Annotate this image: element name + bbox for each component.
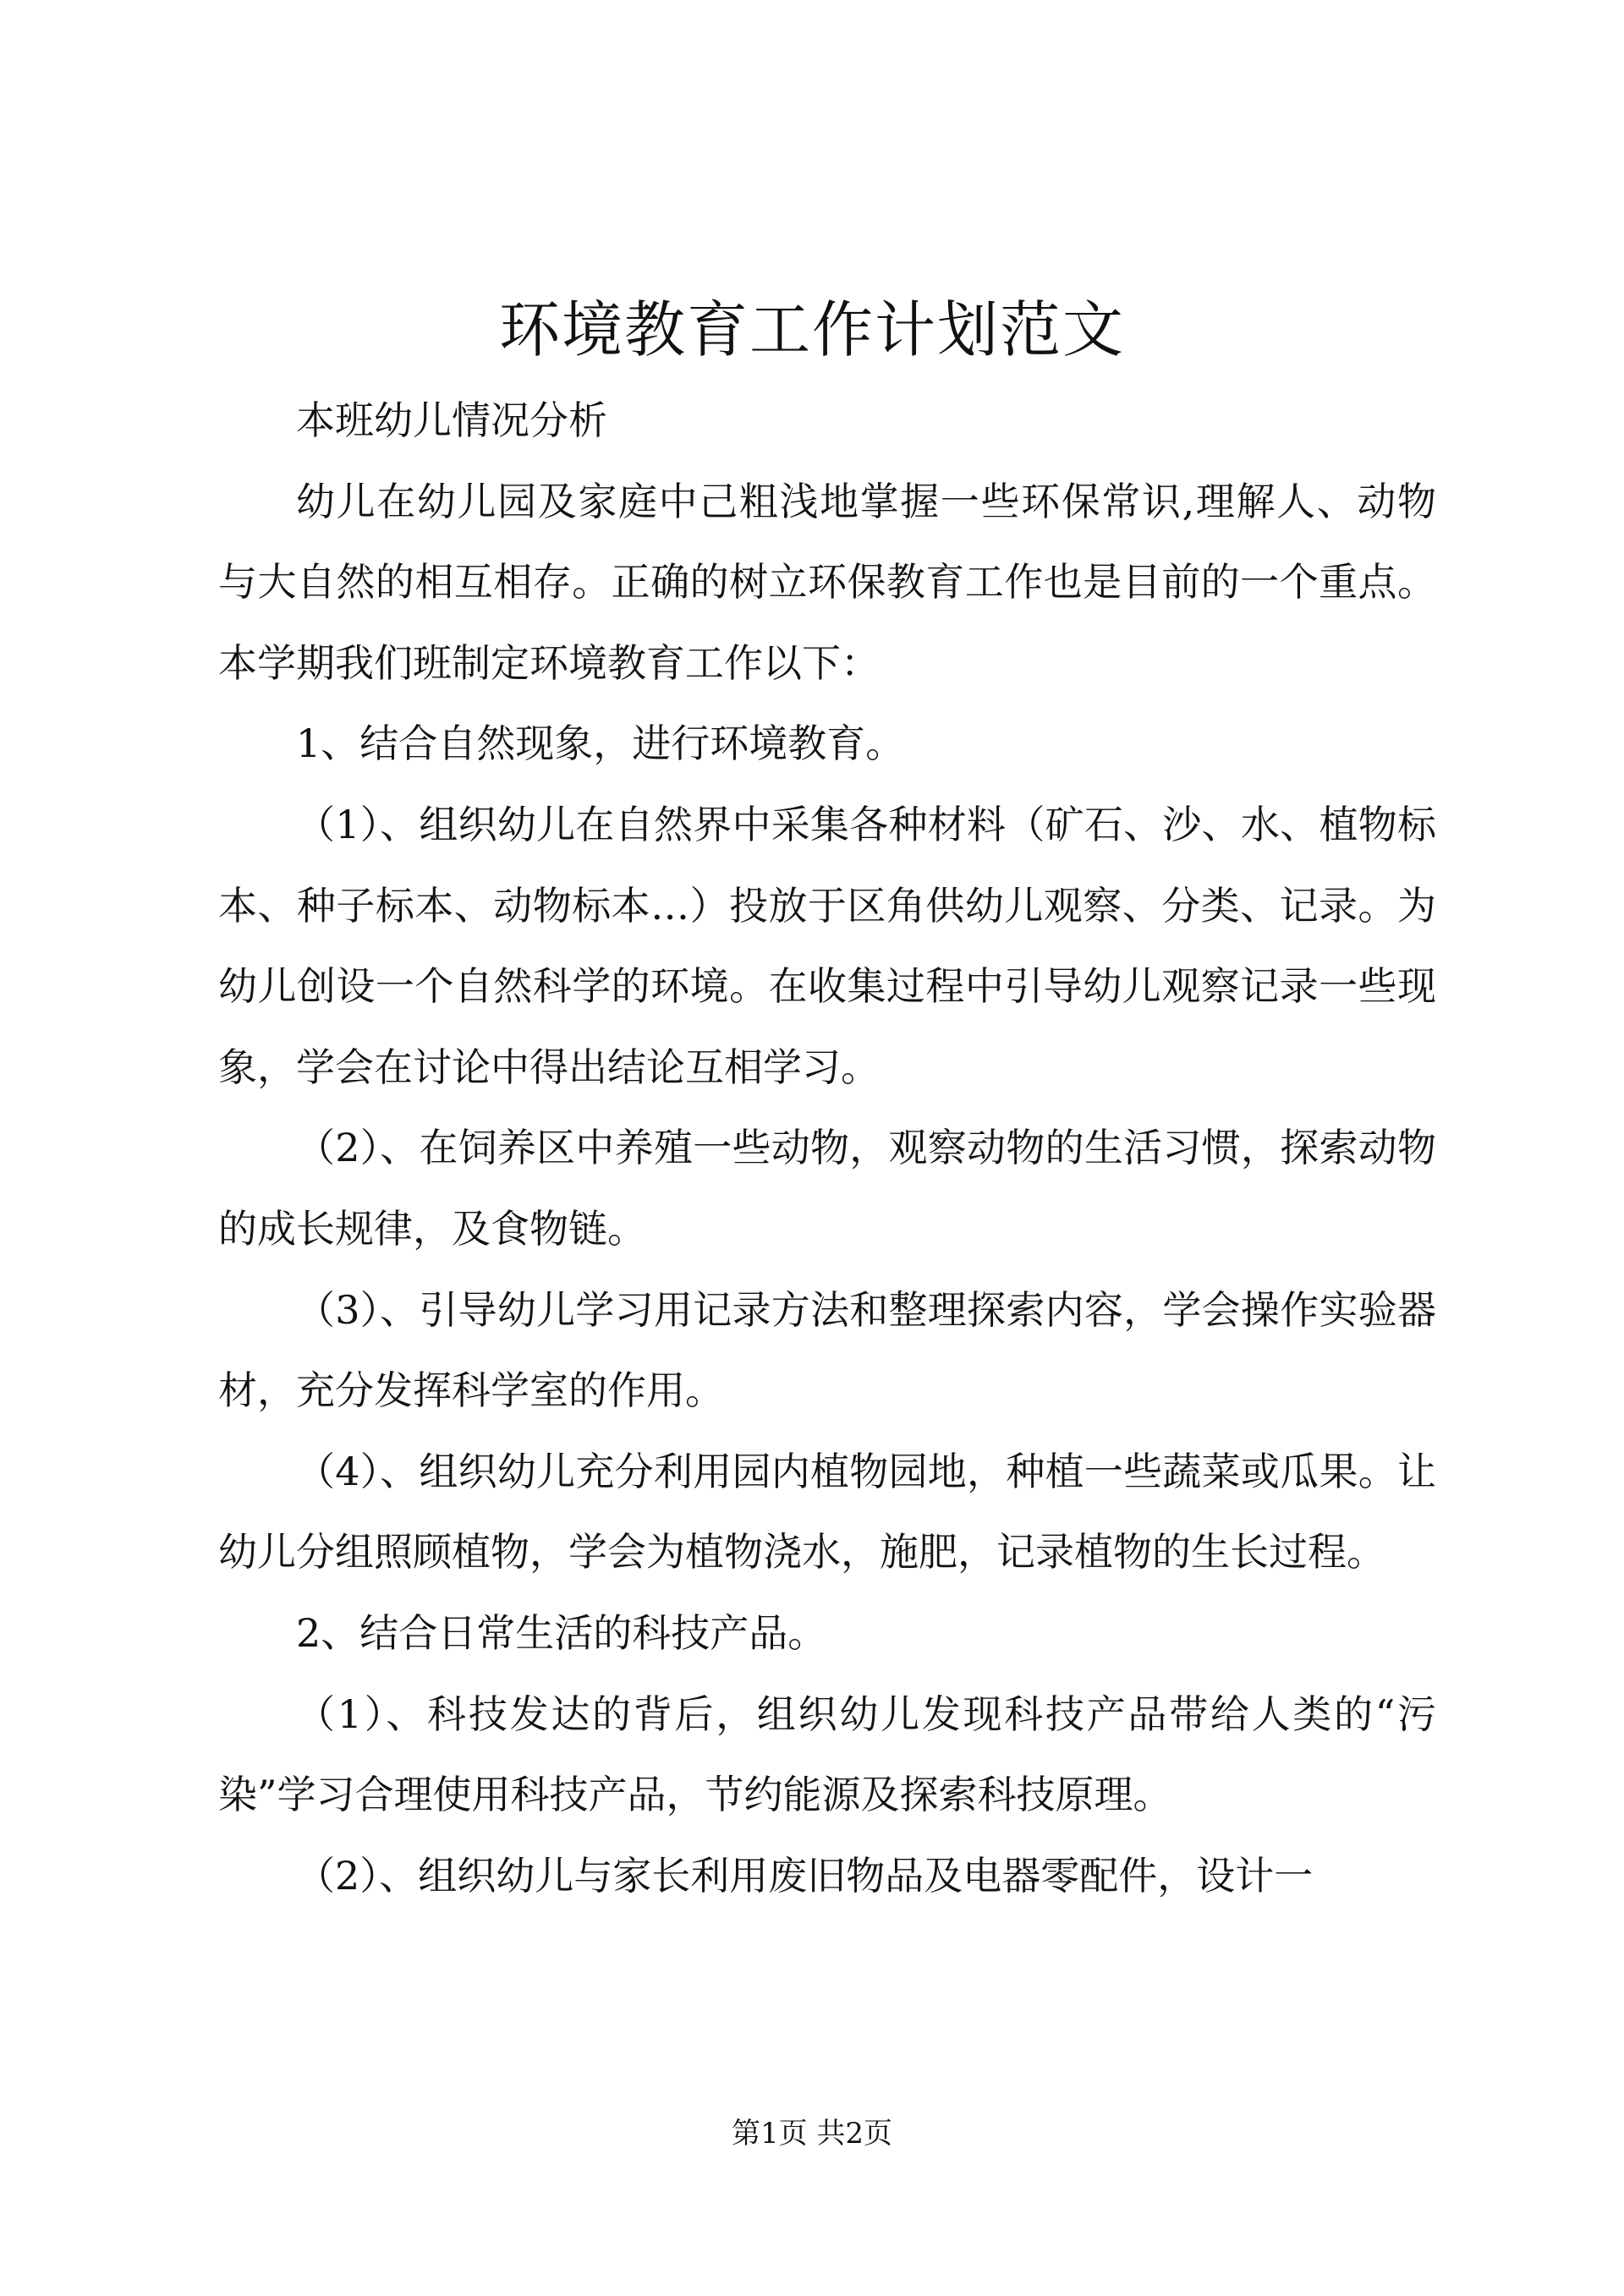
section-heading: 2、结合日常生活的科技产品。 — [296, 1609, 827, 1656]
list-item: （2）、组织幼儿与家长利用废旧物品及电器零配件，设计一 — [296, 1852, 1314, 1899]
page-number-footer: 第1页 共2页 — [731, 2117, 893, 2151]
document-body — [218, 381, 1436, 1916]
list-item: （3）、引导幼儿学习用记录方法和整理探索内容，学会操作实验器材，充分发挥科学室的作用。 — [218, 1286, 1436, 1414]
section-heading: 1、结合自然现象，进行环境教育。 — [296, 721, 905, 767]
document-title: 环境教育工作计划范文 — [498, 294, 1125, 365]
list-item: （2）、在饲养区中养殖一些动物，观察动物的生活习惯，探索动物的成长规律，及食物链。 — [218, 1125, 1436, 1252]
list-item: （1）、组织幼儿在自然界中采集各种材料（矿石、沙、水、植物标本、种子标本、动物标本…）投放于区角供幼儿观察、分类、记录。为幼儿创设一个自然科学的环境。在收集过程中引导幼儿观察记录一些现象，学会在讨论中得出结论互相学习。 — [218, 801, 1436, 1090]
paragraph: 幼儿在幼儿园及家庭中己粗浅地掌握一些环保常识,理解人、动物与大自然的相互相存。正确的树立环保教育工作也是目前的一个重点。本学期我们班制定环境教育工作以下： — [218, 478, 1436, 686]
list-item: （4）、组织幼儿充分利用园内植物园地，种植一些蔬菜或瓜果。让幼儿分组照顾植物，学会为植物浇水，施肥，记录植物的生长过程。 — [218, 1448, 1436, 1575]
list-item: （1）、科技发达的背后，组织幼儿发现科技产品带给人类的“污染”学习合理使用科技产品，节约能源及探索科技原理。 — [218, 1690, 1436, 1818]
paragraph-heading: 本班幼儿情况分析 — [296, 397, 607, 443]
